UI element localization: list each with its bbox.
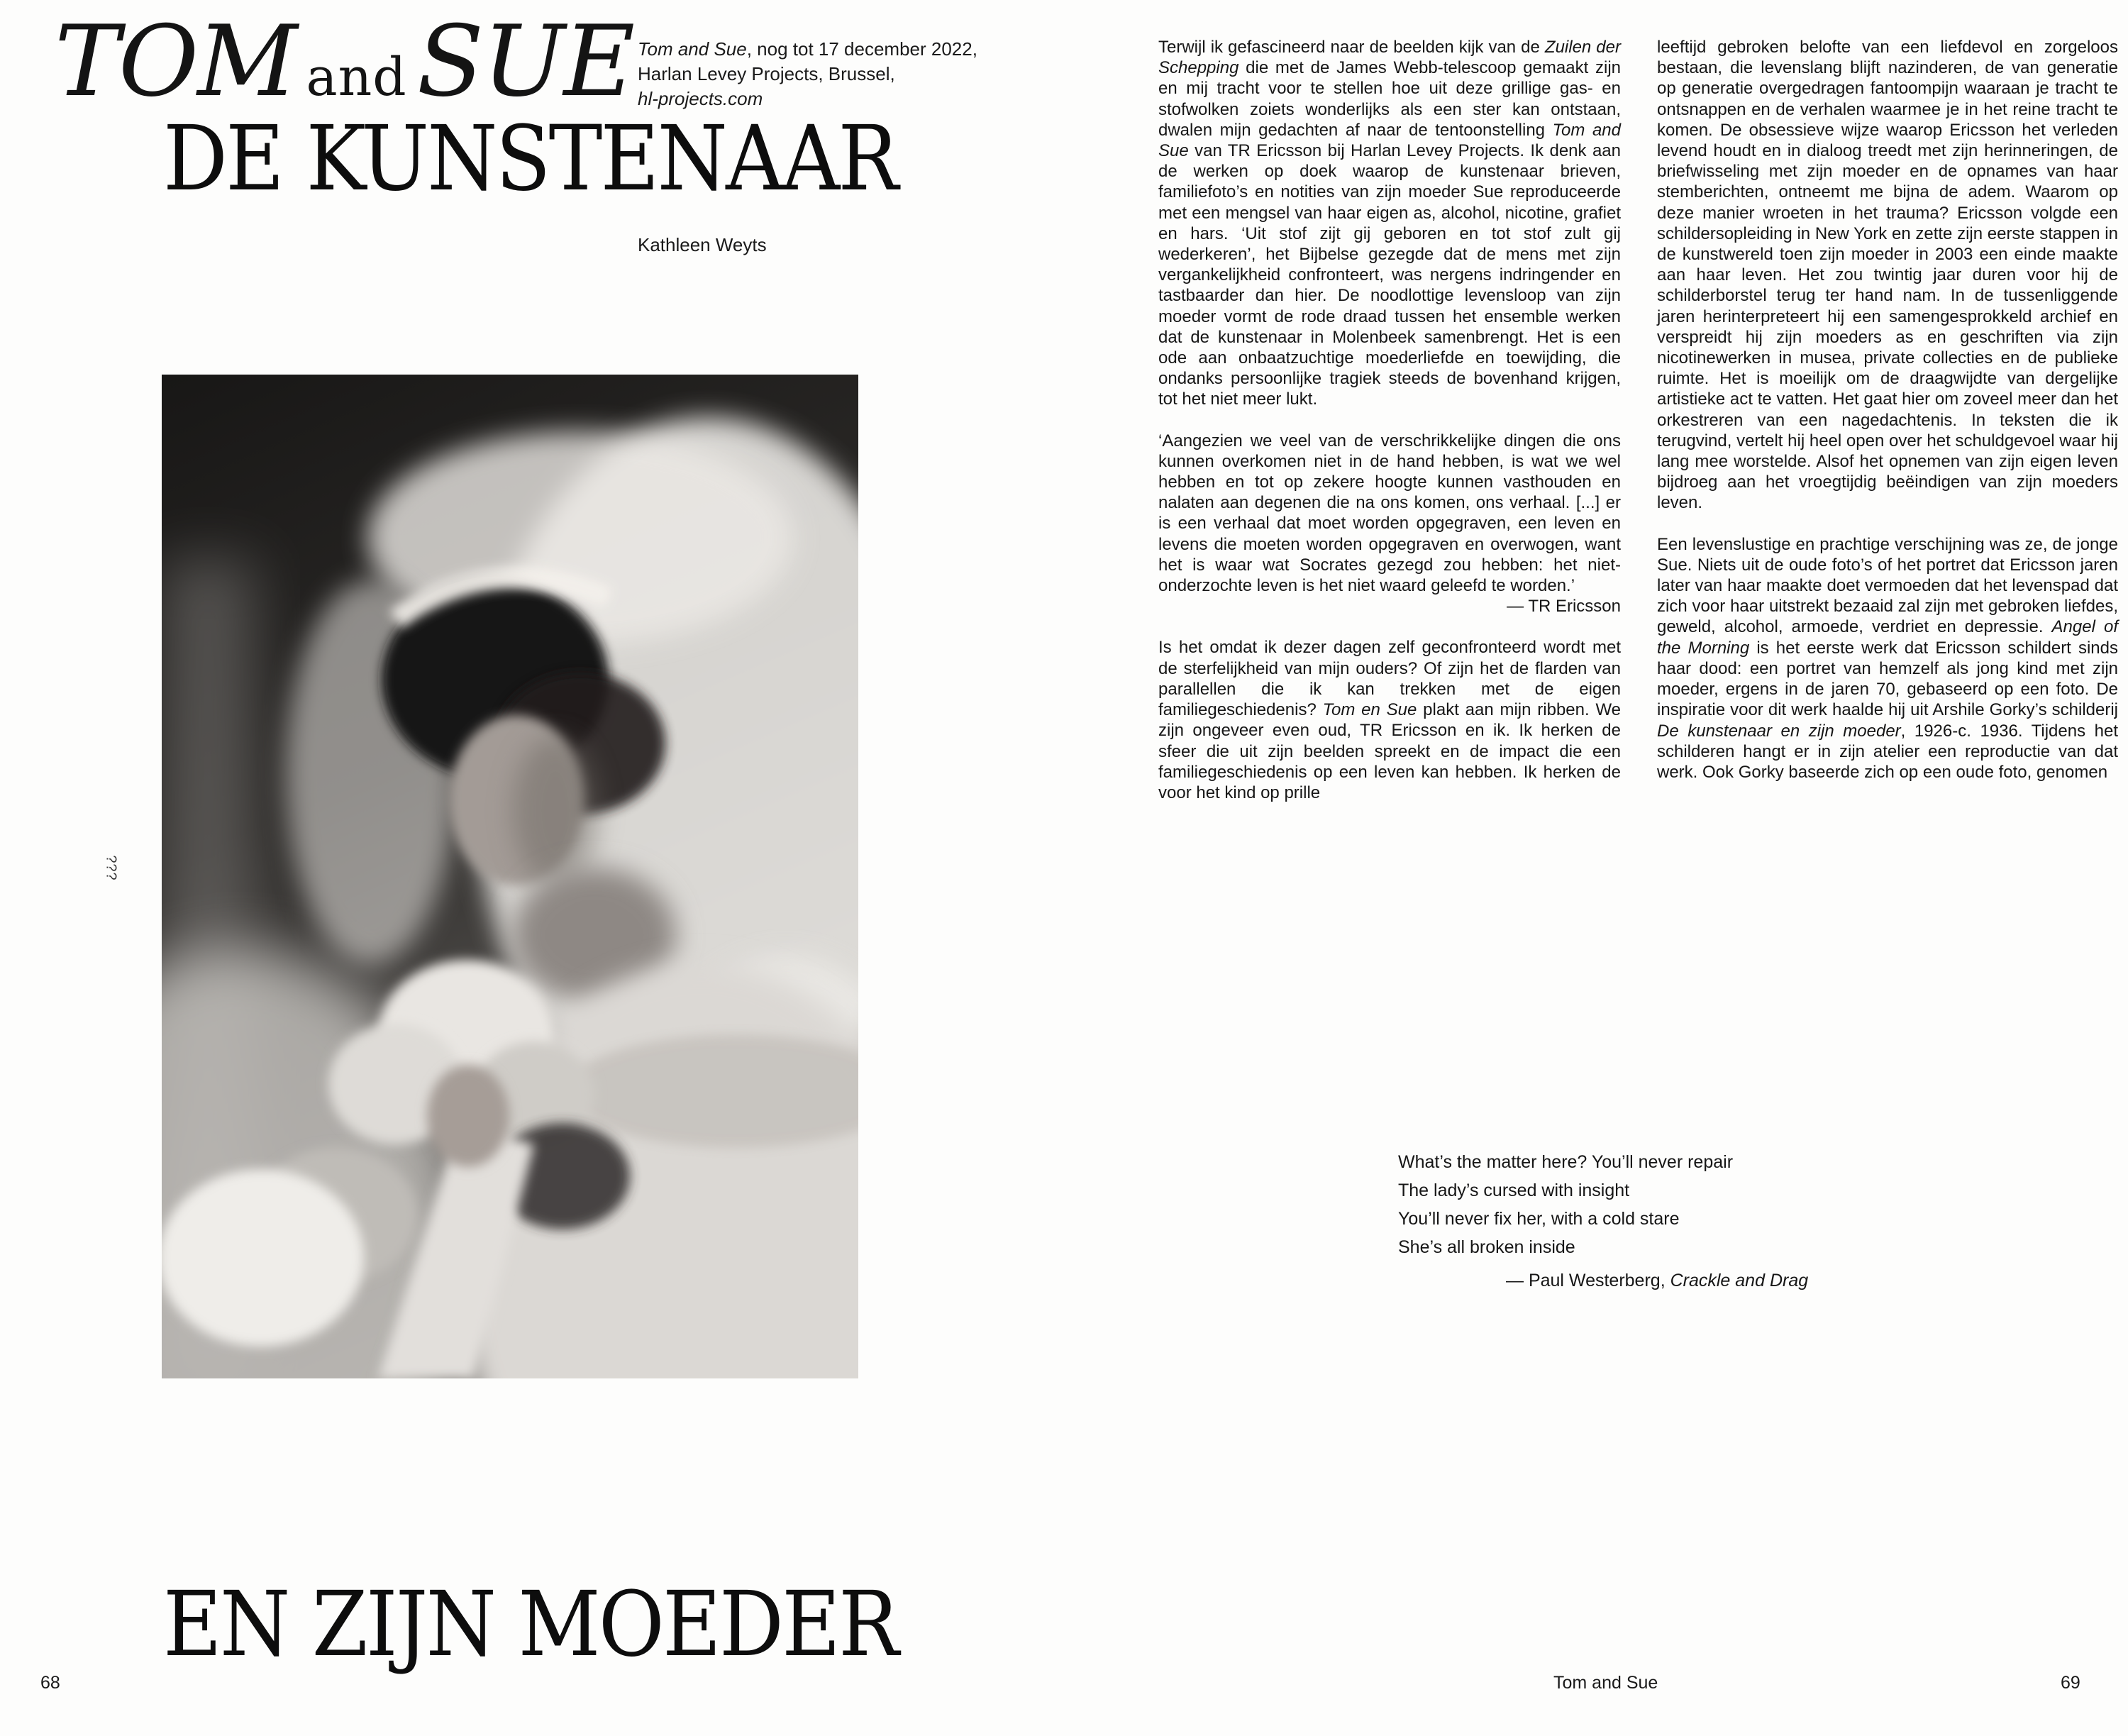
page-number-left: 68 [40,1673,60,1693]
paragraph-1: Terwijl ik gefascineerd naar de beelden kijk van de Zuilen der Schepping die met de James Webb-telescoop gemaakt zijn en mij tracht voor te stellen hoe uit deze grillige gas- en stofwolken zoiets wonderlijks als een ster kan ontstaan, dwalen mijn gedachten af naar de tentoonstelling Tom and Sue van TR Ericsson bij Harlan Levey Projects. Ik denk aan de werken op doek waarop de kunstenaar brieven, familiefoto’s en notities van zijn moeder Sue reproduceerde met een mengsel van haar eigen as, alcohol, nicotine, grafiet en hars. ‘Uit stof zijt gij geboren en tot stof zult gij wederkeren’, het Bijbelse gezegde dat de mens met zijn vergankelijkheid confronteert, was nergens indringender en tastbaarder dan hier. De noodlottige levensloop van zijn moeder vormt de rode draad tussen het ensemble werken dat de kunstenaar in Molenbeek samenbrengt. Het is een ode aan onbaatzuchtige moederliefde en toewijding, die ondanks persoonlijke tragiek steeds de bovenhand krijgen, tot het niet meer lukt. [1158,38,1621,409]
bride-photo [162,375,858,1378]
paragraph-3: Is het omdat ik dezer dagen zelf geconfronteerd wordt met de sterfelijkheid van mijn ouders? Of zijn het de flarden van parallellen die ik kan trekken met de eigen familiegeschiedenis? Tom en Sue plakt aan mijn ribben. We zijn ongeveer even oud, TR Ericsson en ik. Ik herken de sfeer die uit zijn beelden spreekt en de impact die een familiegeschiedenis op een leven kan hebben. Ik herken de voor het kind op prille [1158,638,1622,802]
body-column-1 [1158,37,1621,803]
lyric-line-3: You’ll never fix her, with a cold stare [1398,1209,1680,1229]
paragraph-4: leeftijd gebroken belofte van een liefdevol en zorgeloos bestaan, die levenslang blijft nazinderen, de van generatie op generatie overgedragen fantoompijn waaraan je tracht te ontsnappen en de verhalen waarmee je in het reine tracht te komen. De obsessieve wijze waarop Ericsson het verleden levend houdt en in dialoog treedt met zijn herinneringen, de briefwisseling met zijn moeder en de opnames van haar stemberichten, ontneemt me bijna de adem. Waarom op deze manier wroeten in het trauma? Ericsson volgde een schildersopleiding in New York en zette zijn eerste stappen in de kunstwereld toen zijn moeder in 2003 een einde maakte aan haar leven. Het zou twintig jaar duren voor hij de schilderborstel terug ter hand nam. In de tussenliggende jaren herinterpreteert hij een samengesprokkeld archief en verspreidt hij zijn moeders as en geschriften via zijn nicotinewerken in musea, private collecties en de publieke ruimte. Het is moeilijk om de draagwijdte van dergelijke artistieke act te vatten. Het gaat hier om zoveel meer dan het orkestreren van een nagedachtenis. In teksten die ik terugvind, vertelt hij heel open over het schuldgevoel waar hij lang mee worstelde. Alsof het opnemen van zijn eigen leven bijdroeg aan het vroegtijdig beëindigen van zijn moeders leven. [1657,38,2118,513]
body-column-2 [1657,37,2118,783]
paragraph-5: Een levenslustige en prachtige verschijning was ze, de jonge Sue. Niets uit de oude foto’s of het portret dat Ericsson jaren later van haar maakte doet vermoeden dat het levenspad dat zich voor haar uitstrekt bezaaid zal zijn met gebroken liefdes, geweld, alcohol, armoede, verdriet en depressie. Angel of the Morning is het eerste werk dat Ericsson schildert sinds haar dood: een portret van hemzelf als jong kind met zijn moeder, ergens in de jaren 70, gebaseerd op een foto. De inspiratie voor dit werk haalde hij uit Arshile Gorky’s schilderij De kunstenaar en zijn moeder, 1926-c. 1936. Tijdens het schilderen hangt er in zijn atelier een reproductie van dat werk. Ook Gorky baseerde zich op een oude foto, genomen [1657,534,2118,782]
running-footer-title: Tom and Sue [1553,1673,1658,1693]
page-number-right: 69 [2061,1673,2080,1693]
credit-line-2: Harlan Levey Projects, Brussel, [638,63,895,84]
title-de-kunstenaar: DE KUNSTENAAR [163,106,897,211]
title-en-zijn-moeder: EN ZIJN MOEDER [163,1571,897,1677]
quote-attribution-ericsson: — TR Ericsson [1507,597,1621,617]
exhibition-credit [638,37,977,111]
paragraph-2-quote: ‘Aangezien we veel van de verschrikkelijke dingen die ons kunnen overkomen niet in de hand hebben, is wat we wel hebben en tot op zekere hoogte kunnen vasthouden en nalaten aan degenen die na ons komen, ons verhaal. [...] er is een verhaal dat moet worden opgegraven, een leven en levens die moeten worden opgegraven en overwogen, want het is waar wat Socrates gezegd zou hebben: het niet-onderzochte leven is het niet waard geleefd te worden.’ [1158,431,1621,596]
masthead-title [55,4,634,118]
lyric-line-1: What’s the matter here? You’ll never repair [1398,1152,1734,1172]
credit-line-1: Tom and Sue, nog tot 17 december 2022, [638,38,977,60]
author-byline: Kathleen Weyts [638,234,767,255]
lyric-line-4: She’s all broken inside [1398,1237,1575,1257]
credit-line-3: hl-projects.com [638,88,763,109]
masthead-and: and [306,47,407,108]
photo-side-caption: ??? [103,855,119,881]
lyric-line-2: The lady’s cursed with insight [1398,1181,1630,1200]
bride-photo-art [162,375,858,1378]
lyric-attribution: — Paul Westerberg, Crackle and Drag [1506,1271,1809,1290]
masthead-tom: TOM [55,4,297,118]
pullquote-lyric [1398,1148,1888,1295]
masthead-sue: SUE [416,4,634,118]
